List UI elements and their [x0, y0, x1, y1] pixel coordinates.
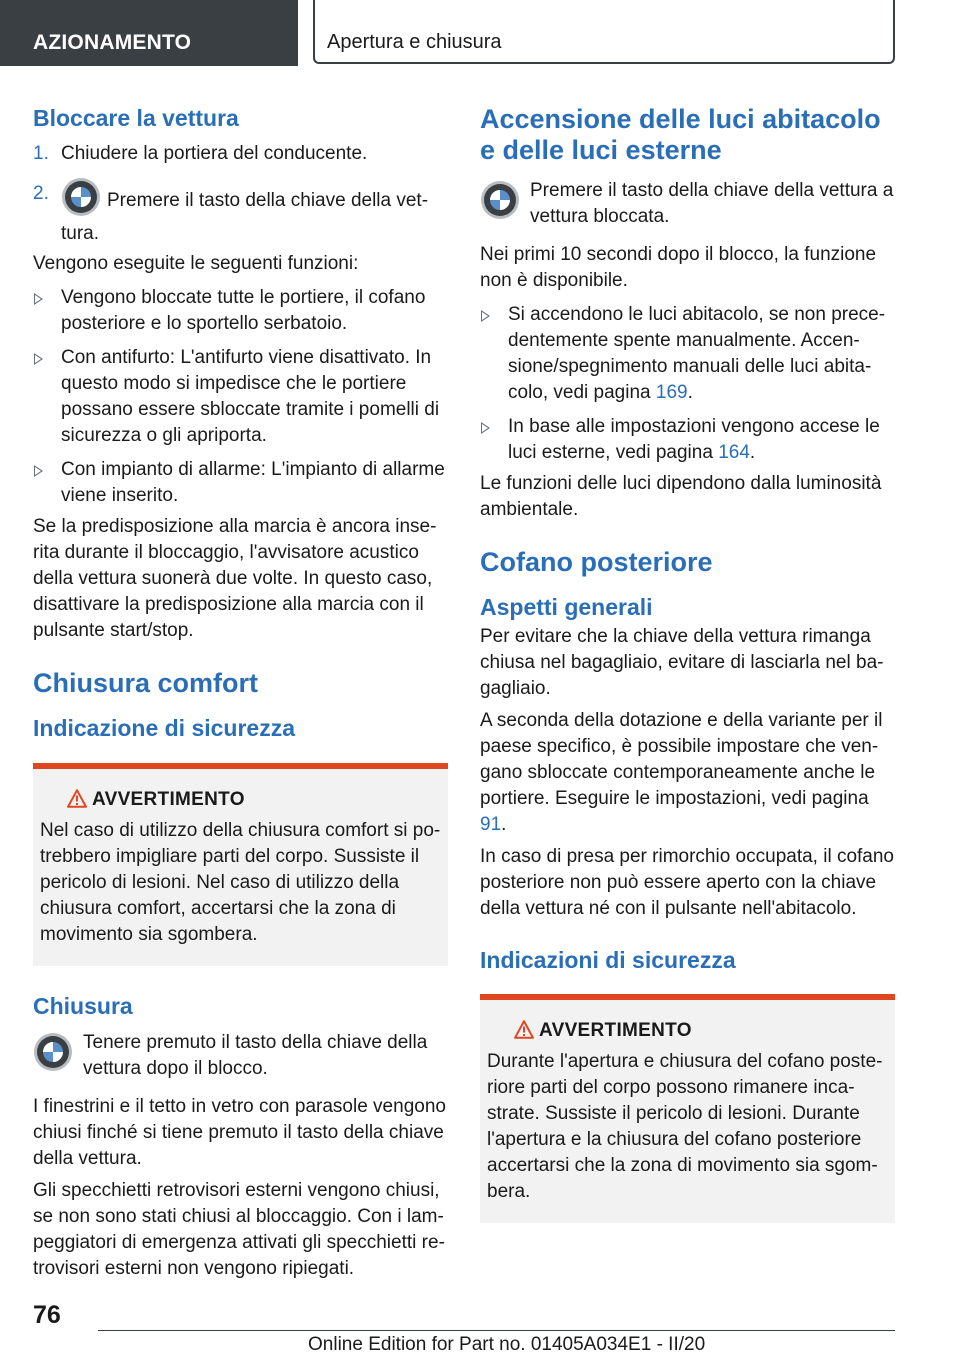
- warning-title: AVVERTIMENTO: [92, 789, 245, 810]
- page-header: [0, 0, 960, 66]
- warning-title-row: [487, 1018, 888, 1044]
- bullet-triangle-icon: [34, 353, 43, 365]
- general-aspects-heading: Aspetti generali: [480, 594, 653, 620]
- safety-notes-heading: Indicazioni di sicurezza: [480, 947, 736, 973]
- bullet-triangle-icon: [481, 422, 490, 434]
- comfort-closing-heading: Chiusura comfort: [33, 668, 259, 698]
- lock-vehicle-heading: Bloccare la vettura: [33, 105, 239, 131]
- warning-text: Durante l'apertura e chiusura del cofano posteriore parti del corpo possono rimanere incastrate. Sussiste il pericolo di lesioni. Durante l'apertura e la chiusura del cofano posteriore accertarsi che la zona di movimento sia sgombera.: [487, 1051, 883, 1202]
- page-link-164[interactable]: 164: [718, 442, 750, 463]
- chapter-tab: [313, 0, 895, 64]
- windows-text: I finestrini e il tetto in vetro con parasole vengono chiusi finché si tiene premuto il tasto della chiave della vettura.: [33, 1096, 446, 1169]
- lights-heading: Accensione delle luci abitacolo e delle luci esterne: [480, 104, 881, 165]
- step-text: Premere il tasto della chiave della vet-: [107, 190, 429, 212]
- step-number: 1.: [33, 143, 49, 164]
- bullet-triangle-icon: [481, 310, 490, 322]
- chapter-title: Apertura e chiusura: [327, 31, 502, 53]
- function-item: Con impianto di allarme: L'impianto di allarme viene inserito.: [33, 457, 448, 509]
- section-title: AZIONAMENTO: [33, 31, 192, 54]
- right-column: [480, 100, 895, 1223]
- step-text-continued: tura.: [61, 223, 100, 244]
- lights-function-note: Le funzioni delle luci dipendono dalla luminosità ambientale.: [480, 473, 882, 520]
- general-text: Per evitare che la chiave della vettura rimanga chiusa nel bagagliaio, evitare di lasciarla nel bagagliaio.: [480, 626, 884, 699]
- step-number: 2.: [33, 183, 49, 204]
- warning-text: Nel caso di utilizzo della chiusura comfort si potrebbero impigliare parti del corpo. Sussiste il pericolo di lesioni. Nel caso di utilizzo della chiusura comfort, accertarsi che la zona di movimento sia sgombera.: [40, 820, 441, 945]
- page-number: 76: [33, 1301, 61, 1329]
- step-2: [33, 181, 448, 247]
- functions-intro: Vengono eseguite le seguenti funzioni:: [33, 253, 359, 274]
- bullet-triangle-icon: [34, 293, 43, 305]
- section-tab: [0, 0, 298, 66]
- tailgate-heading: Cofano posteriore: [480, 547, 713, 577]
- safety-note-heading: Indicazione di sicurezza: [33, 715, 296, 741]
- trailer-text: In caso di presa per rimorchio occupata, il cofano posteriore non può essere aperto con la chiave della vettura né con il pulsante nell'abitacolo.: [480, 846, 894, 919]
- bmw-key-button-icon: [61, 177, 101, 217]
- closing-heading: Chiusura: [33, 993, 133, 1019]
- lights-key-instruction: Premere il tasto della chiave della vettura a vettura bloccata.: [480, 178, 895, 230]
- bullet-triangle-icon: [34, 465, 43, 477]
- function-item: Con antifurto: L'antifurto viene disattivato. In questo modo si impedisce che le portiere possano essere sbloccate tramite i pomelli di sicurezza o gli apriporta.: [33, 345, 448, 449]
- page-link-169[interactable]: 169: [655, 382, 688, 403]
- variant-text: A seconda della dotazione e della variante per il paese specifico, è possibile impostare che vengano sbloccate contemporaneamente anche le portiere. Eseguire le impostazioni, vedi pagina 91.: [480, 710, 883, 835]
- drive-ready-note: Se la predisposizione alla marcia è ancora inserita durante il bloccaggio, l'avvisatore acustico della vettura suonerà due volte. In questo caso, disattivare la predisposizione alla marcia con il pulsante start/stop.: [33, 516, 437, 641]
- mirrors-text: Gli specchietti retrovisori esterni vengono chiusi, se non sono stati chiusi al bloccaggio. Con i lampeggiatori di emergenza attivati gli specchietti retrovisori esterni non vengono ripiegati.: [33, 1180, 445, 1279]
- lights-note: Nei primi 10 secondi dopo il blocco, la funzione non è disponibile.: [480, 244, 877, 291]
- warning-box: [480, 994, 895, 1223]
- left-column: [33, 100, 448, 1282]
- closing-key-instruction: Tenere premuto il tasto della chiave della vettura dopo il blocco.: [33, 1030, 448, 1082]
- edition-text: Online Edition for Part no. 01405A034E1 - II/20: [308, 1334, 706, 1355]
- lights-item: Si accendono le luci abitacolo, se non precedentemente spente manualmente. Accensione/spegnimento manuali delle luci abitacolo, vedi pagina 169.: [480, 302, 895, 406]
- page-link-91[interactable]: 91: [480, 814, 502, 835]
- warning-box: [33, 763, 448, 966]
- warning-triangle-icon: [67, 789, 87, 808]
- lights-item: In base alle impostazioni vengono accese le luci esterne, vedi pagina 164.: [480, 414, 895, 466]
- function-item: Vengono bloccate tutte le portiere, il cofano posteriore e lo sportello serbatoio.: [33, 285, 448, 337]
- step-text: Chiudere la portiera del conducente.: [61, 143, 368, 164]
- warning-triangle-icon: [514, 1020, 534, 1039]
- warning-title-row: [40, 787, 441, 813]
- bmw-key-button-icon: [33, 1032, 73, 1072]
- step-1: [33, 141, 448, 167]
- footer-divider: [98, 1330, 895, 1331]
- warning-title: AVVERTIMENTO: [539, 1020, 692, 1041]
- bmw-key-button-icon: [480, 180, 520, 220]
